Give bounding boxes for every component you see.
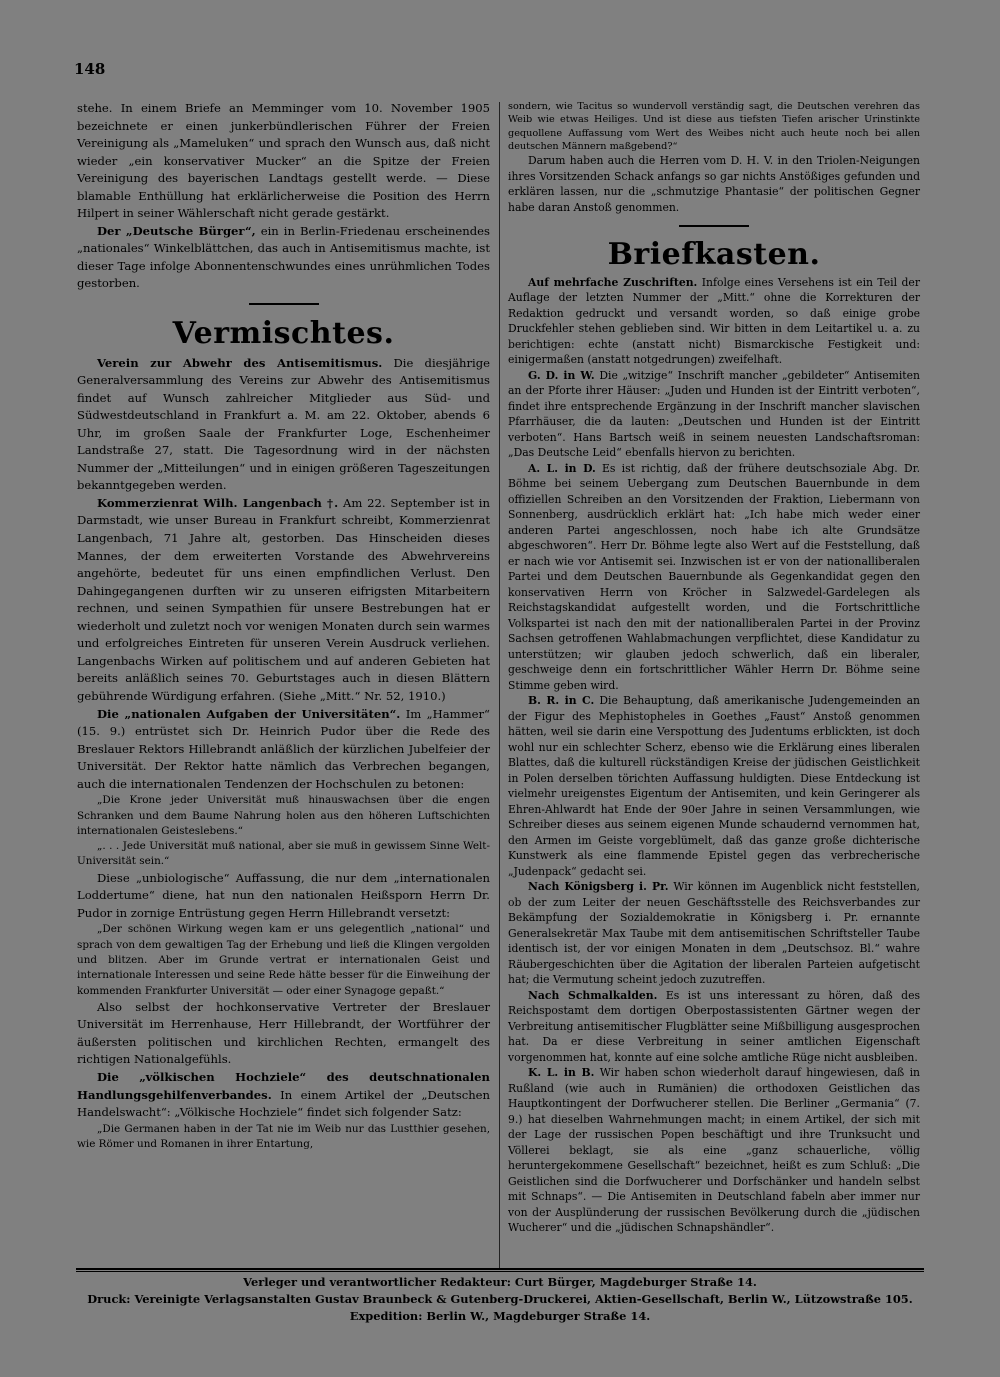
entry-text: Es ist uns interessant zu hören, daß des Reichspostamt dem dortigen Oberpostassistenten Gärtner wegen der Verbreitung antisemitischer Flugblätter seine Mißbilligung ausgesprochen hat. Da er diese Verbreitung in seiner amtlichen Eigenschaft vorgenommen hat, konnte auf eine solche amtliche Rüge nicht ausbleiben. xyxy=(508,988,920,1064)
section-title: Vermischtes. xyxy=(172,316,395,352)
left-column xyxy=(77,100,490,1152)
paragraph-text: Am 22. September ist in Darmstadt, wie unser Bureau in Frankfurt schreibt, Kommerzienrat Langenbach, 71 Jahre alt, gestorben. Das Hinscheiden dieses Mannes, der dem erweiterten Vorstande des Abwehrvereins angehörte, bedeutet für uns einen empfindlichen Verlust. Den Dahingegangenen durften wir zu unseren eifrigsten Mitarbeitern rechnen, und seinen Sympathien für unsere Bestrebungen hat er wiederholt und zuletzt noch vor wenigen Monaten durch sein warmes und erfolgreiches Eintreten für unseren Verein Ausdruck verliehen. Langenbachs Wirken auf politischem und auf anderen Gebieten hat bereits anläßlich seines 70. Geburtstages auch in diesen Blättern gebührende Würdigung erfahren. (Siehe „Mitt.“ Nr. 52, 1910.) xyxy=(77,495,490,703)
paragraph-text: Die diesjährige Generalversammlung des Vereins zur Abwehr des Antisemitismus findet auf Wunsch zahlreicher Mitglieder aus Süd- und Südwestdeutschland in Frankfurt a. M. am 22. Oktober, abends 6 Uhr, im großen Saale der Frankfurter Loge, Eschenheimer Landstraße 27, statt. Die Tagesordnung wird in der nächsten Nummer der „Mitteilungen“ und in einigen größeren Tageszeitungen bekanntgegeben werden. xyxy=(77,355,490,493)
letter-entry xyxy=(508,879,920,988)
quote: „Die Krone jeder Universität muß hinauswachsen über die engen Schranken und dem Baume Nahrung holen aus den höheren Luftschichten internationalen Geisteslebens.“ xyxy=(77,794,490,837)
paragraph: Darum haben auch die Herren vom D. H. V. in den Triolen-Neigungen ihres Vorsitzenden Schack anfangs so gar nichts Anstößiges gefunden und erklären lassen, nur die „schmutzige Phantasie“ der politischen Gegner habe daran Anstoß genommen. xyxy=(508,154,920,214)
entry-text: Wir haben schon wiederholt darauf hingewiesen, daß in Rußland (wie auch in Rumänien) die orthodoxen Geistlichen das Hauptkontingent der Dorfwucherer stellen. Die Berliner „Germania“ (7. 9.) hat dieselben Wahrnehmungen macht; in einem Artikel, der sich mit der Lage der russischen Popen beschäftigt und ihre Trunksucht und Völlerei beklagt, sie als eine „ganz schauerliche, völlig heruntergekommene Gesellschaft“ bezeichnet, heißt es zum Schluß: „Die Geistlichen sind die Dorfwucherer und Dorfschänker und handeln selbst mit Schnaps“. — Die Antisemiten in Deutschland fabeln aber immer nur von der Ausplünderung der russischen Bevölkerung durch die „jüdischen Wucherer“ und die „jüdischen Schnapshändler“. xyxy=(508,1066,921,1235)
letter-entry xyxy=(508,461,920,694)
imprint-printer: Druck: Vereinigte Verlagsanstalten Gustav Braunbeck & Gutenberg-Druckerei, Aktien-Gesellschaft, Berlin W., Lützowstraße 105. xyxy=(87,1292,913,1306)
entry-text: Infolge eines Versehens ist ein Teil der Auflage der letzten Nummer der „Mitt.“ ohne die Korrekturen der Redaktion gedruckt und versandt worden, so daß einige grobe Druckfehler stehen geblieben sind. Wir bitten in dem Leitartikel u. a. zu berichtigen: echte (anstatt nicht) Bismarckische Festigkeit und: einigermaßen (anstatt notgedrungen) zweifelhaft. xyxy=(508,275,920,367)
paragraph-heading: Verein zur Abwehr des Antisemitismus. xyxy=(97,355,383,370)
paragraph-heading: Kommerzienrat Wilh. Langenbach †. xyxy=(97,495,339,510)
paragraph-text: ein in Berlin-Friedenau erscheinendes „nationales“ Winkelblättchen, das auch in Antisemitismus machte, ist dieser Tage infolge Abonnentenschwundes eines unrühmlichen Todes gestorben. xyxy=(77,223,490,291)
letter-entry xyxy=(508,368,920,461)
page-number: 148 xyxy=(74,60,106,78)
paragraph-text: Im „Hammer“ (15. 9.) entrüstet sich Dr. Heinrich Pudor über die Rede des Breslauer Rektors Hillebrandt anläßlich der kürzlichen Jubelfeier der Universität. Der Rektor hatte nämlich das Verbrechen begangen, auch die internationalen Tendenzen der Hochschulen zu betonen: xyxy=(77,706,490,791)
paragraph-heading: Die „nationalen Aufgaben der Universitäten“. xyxy=(97,706,401,721)
imprint-publisher: Verleger und verantwortlicher Redakteur: Curt Bürger, Magdeburger Straße 14. xyxy=(243,1275,757,1289)
letter-entry xyxy=(508,275,920,368)
letter-entry xyxy=(508,693,920,879)
paragraph-text: In einem Artikel der „Deutschen Handelswacht“: „Völkische Hochziele“ findet sich folgender Satz: xyxy=(77,1087,490,1120)
paragraph: Also selbst der hochkonservative Vertreter der Breslauer Universität im Herrenhause, Herr Hillebrandt, der Wortführer der äußersten politischen und kirchlichen Rechten, ermangelt des richtigen Nationalgefühls. xyxy=(77,999,490,1067)
entry-text: Die „witzige“ Inschrift mancher „gebildeter“ Antisemiten an der Pforte ihrer Häuser: „Juden und Hunden ist der Eintritt verboten“, findet ihre entsprechende Ergänzung in der Inschrift mancher slavischen Pfarrhäuser, die da lauten: „Deutschen und Hunden ist der Eintritt verboten“. Hans Bartsch weiß in seinem neuesten Landschaftsroman: „Das Deutsche Leid“ ebenfalls hiervon zu berichten. xyxy=(508,368,920,460)
entry-heading: Auf mehrfache Zuschriften. xyxy=(528,275,698,289)
divider xyxy=(679,225,749,227)
section-title: Briefkasten. xyxy=(607,237,821,273)
paragraph-heading: Die „völkischen Hochziele“ des deutschnationalen Handlungsgehilfenverbandes. xyxy=(77,1070,490,1102)
letter-entry xyxy=(508,1065,920,1236)
imprint xyxy=(76,1274,924,1325)
footer-rule xyxy=(76,1271,924,1272)
letter-entry xyxy=(508,988,920,1066)
imprint-expedition: Expedition: Berlin W., Magdeburger Straße 14. xyxy=(349,1309,651,1323)
paragraph-heading: Der „Deutsche Bürger“, xyxy=(97,223,256,238)
paragraph: Diese „unbiologische“ Auffassung, die nur dem „internationalen Loddertume“ diene, hat nun den nationalen Heißsporn Herrn Dr. Pudor in zornige Entrüstung gegen Herrn Hillebrandt versetzt: xyxy=(77,870,490,920)
quote: „Der schönen Wirkung wegen kam er uns gelegentlich „national“ und sprach von dem gewaltigen Tag der Erhebung und ließ die Klingen vergolden und blitzen. Aber im Grunde vertrat er internationalen Geist und internationale Interessen und seine Rede hätte besser für die Einweihung der kommenden Frankfurter Universität — oder einer Synagoge gepaßt.“ xyxy=(77,923,490,997)
paragraph xyxy=(77,1069,490,1122)
quote: „Die Germanen haben in der Tat nie im Weib nur das Lustthier gesehen, wie Römer und Romanen in ihrer Entartung, xyxy=(77,1122,490,1150)
divider xyxy=(249,303,319,305)
paragraph: stehe. In einem Briefe an Memminger vom 10. November 1905 bezeichnete er einen junkerbündlerischen Führer der Freien Vereinigung als „Mameluken“ und sprach den Wunsch aus, daß nicht wieder „ein konservativer Mucker“ an die Spitze der Freien Vereinigung des bayerischen Landtags gestellt werde. — Diese blamable Enthüllung hat erklärlicherweise die Position des Herrn Hilpert in seiner Wählerschaft nicht gerade gestärkt. xyxy=(77,101,490,221)
entry-heading: Nach Schmalkalden. xyxy=(528,988,658,1002)
entry-text: Wir können im Augenblick nicht feststellen, ob der zum Leiter der neuen Geschäftsstelle des Reichsverbandes zur Bekämpfung der Sozialdemokratie in Königsberg i. Pr. ernannte Generalsekretär Max Taube mit dem antisemitischen Schriftsteller Taube identisch ist, der vor einigen Monaten in dem „Deutschsoz. Bl.“ wahre Räubergeschichten über die Agitation der liberalen Parteien aufgetischt hat; die Vermutung scheint jedoch zuzutreffen. xyxy=(508,880,920,987)
paragraph xyxy=(77,223,490,293)
entry-text: Die Behauptung, daß amerikanische Judengemeinden an der Figur des Mephistopheles in Goethes „Faust“ Anstoß genommen hätten, weil sie darin eine Verspottung des Judentums erblickten, ist doch wohl nur ein schlechter Scherz, ebenso wie die Erklärung eines liberalen Blattes, daß die kulturell rückständigen Kreise der jüdischen Geistlichkeit in Polen derselben törichten Auffassung huldigten. Diese Entdeckung ist vielmehr ureigenstes Eigentum der Antisemiten, und kein Geringerer als Ehren-Ahlwardt hat Ende der 90er Jahre in seinen Versammlungen, wie Schreiber dieses aus seinem eigenen Munde schaudernd vernommen hat, den Armen im Geiste vorgeblümelt, daß das ganze große dichterische Kunstwerk als eine flammende Epistel gegen das verbrecherische „Judenpack“ gedacht sei. xyxy=(508,694,920,878)
right-column xyxy=(508,100,920,1236)
quote-continuation: sondern, wie Tacitus so wundervoll verständig sagt, die Deutschen verehren das Weib wie etwas Heiliges. Und ist diese aus tiefsten Tiefen arischer Urinstinkte gequollene Auffassung vom Wert des Weibes nicht auch heute noch bei allen deutschen Männern maßgebend?“ xyxy=(508,101,920,152)
entry-heading: A. L. in D. xyxy=(528,461,596,475)
paragraph xyxy=(77,355,490,495)
paragraph xyxy=(77,495,490,706)
entry-text: Es ist richtig, daß der frühere deutschsoziale Abg. Dr. Böhme bei seinem Uebergang zum Deutschen Bauernbunde in dem offiziellen Schreiben an den Vorsitzenden der Fraktion, Liebermann von Sonnenberg, ausdrücklich erklärt hat: „Ich habe mich weder einer anderen Partei angeschlossen, noch habe ich alte Grundsätze abgeschworen“. Herr Dr. Böhme legte also Wert auf die Feststellung, daß er nach wie vor Antisemit sei. Inzwischen ist er von der nationalliberalen Partei und dem Deutschen Bauernbunde als Gegenkandidat gegen den konservativen Herrn von Kröcher in Salzwedel-Gardelegen als Reichstagskandidat aufgestellt worden, und die Fortschrittliche Volkspartei ist nach den mit der nationalliberalen Partei in der Provinz Sachsen getroffenen Wahlabmachungen verpflichtet, diese Kandidatur zu unterstützen; wir glauben jedoch schwerlich, daß ein liberaler, geschweige denn ein fortschrittlicher Wähler Herrn Dr. Böhme seine Stimme geben wird. xyxy=(508,461,921,692)
entry-heading: G. D. in W. xyxy=(528,368,595,382)
entry-heading: B. R. in C. xyxy=(528,694,595,708)
footer-rule xyxy=(76,1268,924,1270)
entry-heading: Nach Königsberg i. Pr. xyxy=(528,880,669,894)
paragraph xyxy=(77,706,490,794)
column-divider xyxy=(499,102,500,1268)
quote: „. . . Jede Universität muß national, aber sie muß in gewissem Sinne Welt-Universität sein.“ xyxy=(77,840,490,868)
entry-heading: K. L. in B. xyxy=(528,1066,595,1080)
